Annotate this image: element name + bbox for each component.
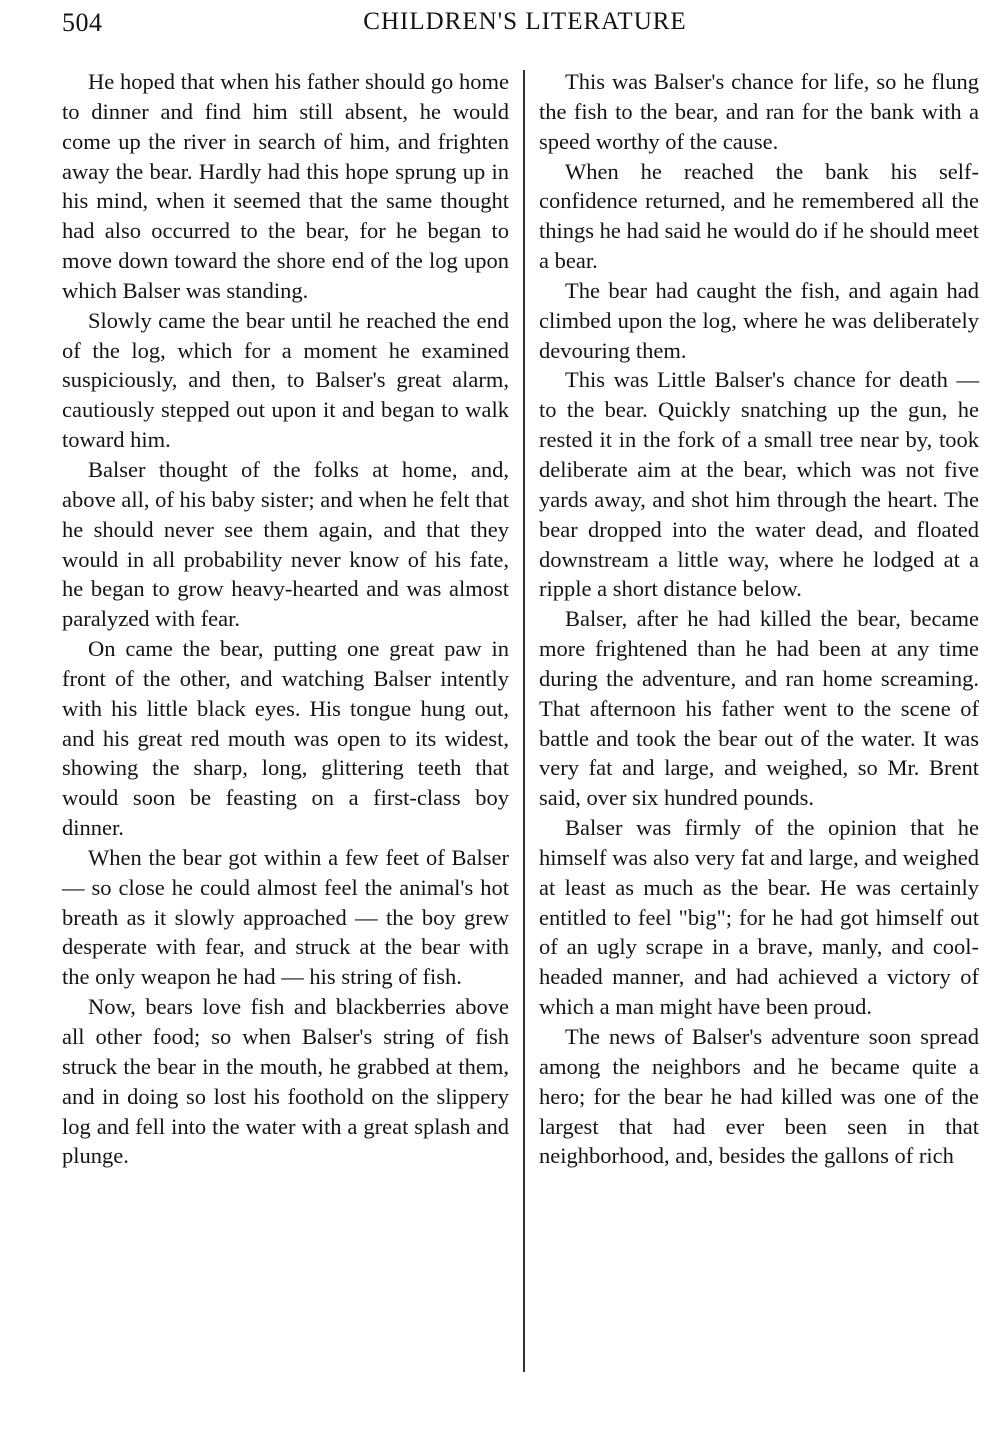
paragraph: When the bear got within a few feet of Balser — so close he could almost feel the animal's hot breath as it slowly approached — the boy grew desperate with fear, and struck at the bear with the only weapon he had — his string of fish. bbox=[62, 844, 509, 990]
paragraph: This was Balser's chance for life, so he flung the fish to the bear, and ran for the bank with a speed worthy of the cause. bbox=[539, 69, 979, 154]
paragraph: This was Little Balser's chance for death — to the bear. Quickly snatching up the gun, he rested it in the fork of a small tree near by, took deliberate aim at the bear, which was not five yards away, and shot him through the heart. The bear dropped into the water dead, and floated downstream a little way, where he lodged at a ripple a short distance below. bbox=[539, 367, 979, 602]
paragraph: Now, bears love fish and blackberries above all other food; so when Balser's string of fish struck the bear in the mouth, he grabbed at them, and in doing so lost his foothold on the slippery log and fell into the water with a great splash and plunge. bbox=[62, 994, 509, 1169]
paragraph: Balser, after he had killed the bear, became more frightened than he had been at any time during the adventure, and ran home screaming. That afternoon his father went to the scene of battle and took the bear out of the water. It was very fat and large, and weighed, so Mr. Brent said, over six hundred pounds. bbox=[539, 606, 979, 811]
column-divider bbox=[523, 70, 525, 1372]
paragraph: Balser thought of the folks at home, and, above all, of his baby sister; and when he felt that he should never see them again, and that they would in all probability never know of his fate, he began to grow heavy-hearted and was almost paralyzed with fear. bbox=[62, 456, 509, 632]
page-number: 504 bbox=[62, 8, 103, 37]
paragraph: When he reached the bank his self-confidence returned, and he remembered all the things he had said he would do if he should meet a bear. bbox=[539, 158, 979, 274]
left-column bbox=[62, 67, 509, 1171]
right-column bbox=[539, 67, 979, 1171]
paragraph: Balser was firmly of the opinion that he himself was also very fat and large, and weighed at least as much as the bear. He was certainly entitled to feel "big"; for he had got himself out of an ugly scrape in a brave, manly, and cool-headed manner, and had achieved a victory of which a man might have been proud. bbox=[539, 815, 979, 1020]
paragraph: Slowly came the bear until he reached the end of the log, which for a moment he examined suspiciously, and then, to Balser's great alarm, cautiously stepped out upon it and began to walk toward him. bbox=[62, 307, 509, 453]
paragraph: The bear had caught the fish, and again had climbed upon the log, where he was deliberately devouring them. bbox=[539, 277, 979, 363]
paragraph: He hoped that when his father should go home to dinner and find him still absent, he would come up the river in search of him, and frighten away the bear. Hardly had this hope sprung up in his mind, when it seemed that the same thought had also occurred to the bear, for he began to move down toward the shore end of the log upon which Balser was standing. bbox=[62, 69, 509, 303]
paragraph: The news of Balser's adventure soon spread among the neighbors and he became quite a hero; for the bear he had killed was one of the largest that had ever been seen in that neighborhood, and, besides the gallons of rich bbox=[539, 1024, 979, 1169]
paragraph: On came the bear, putting one great paw in front of the other, and watching Balser intently with his little black eyes. His tongue hung out, and his great red mouth was open to its widest, showing the sharp, long, glittering teeth that would soon be feasting on a first-class boy dinner. bbox=[62, 636, 509, 841]
running-title: CHILDREN'S LITERATURE bbox=[363, 8, 687, 35]
